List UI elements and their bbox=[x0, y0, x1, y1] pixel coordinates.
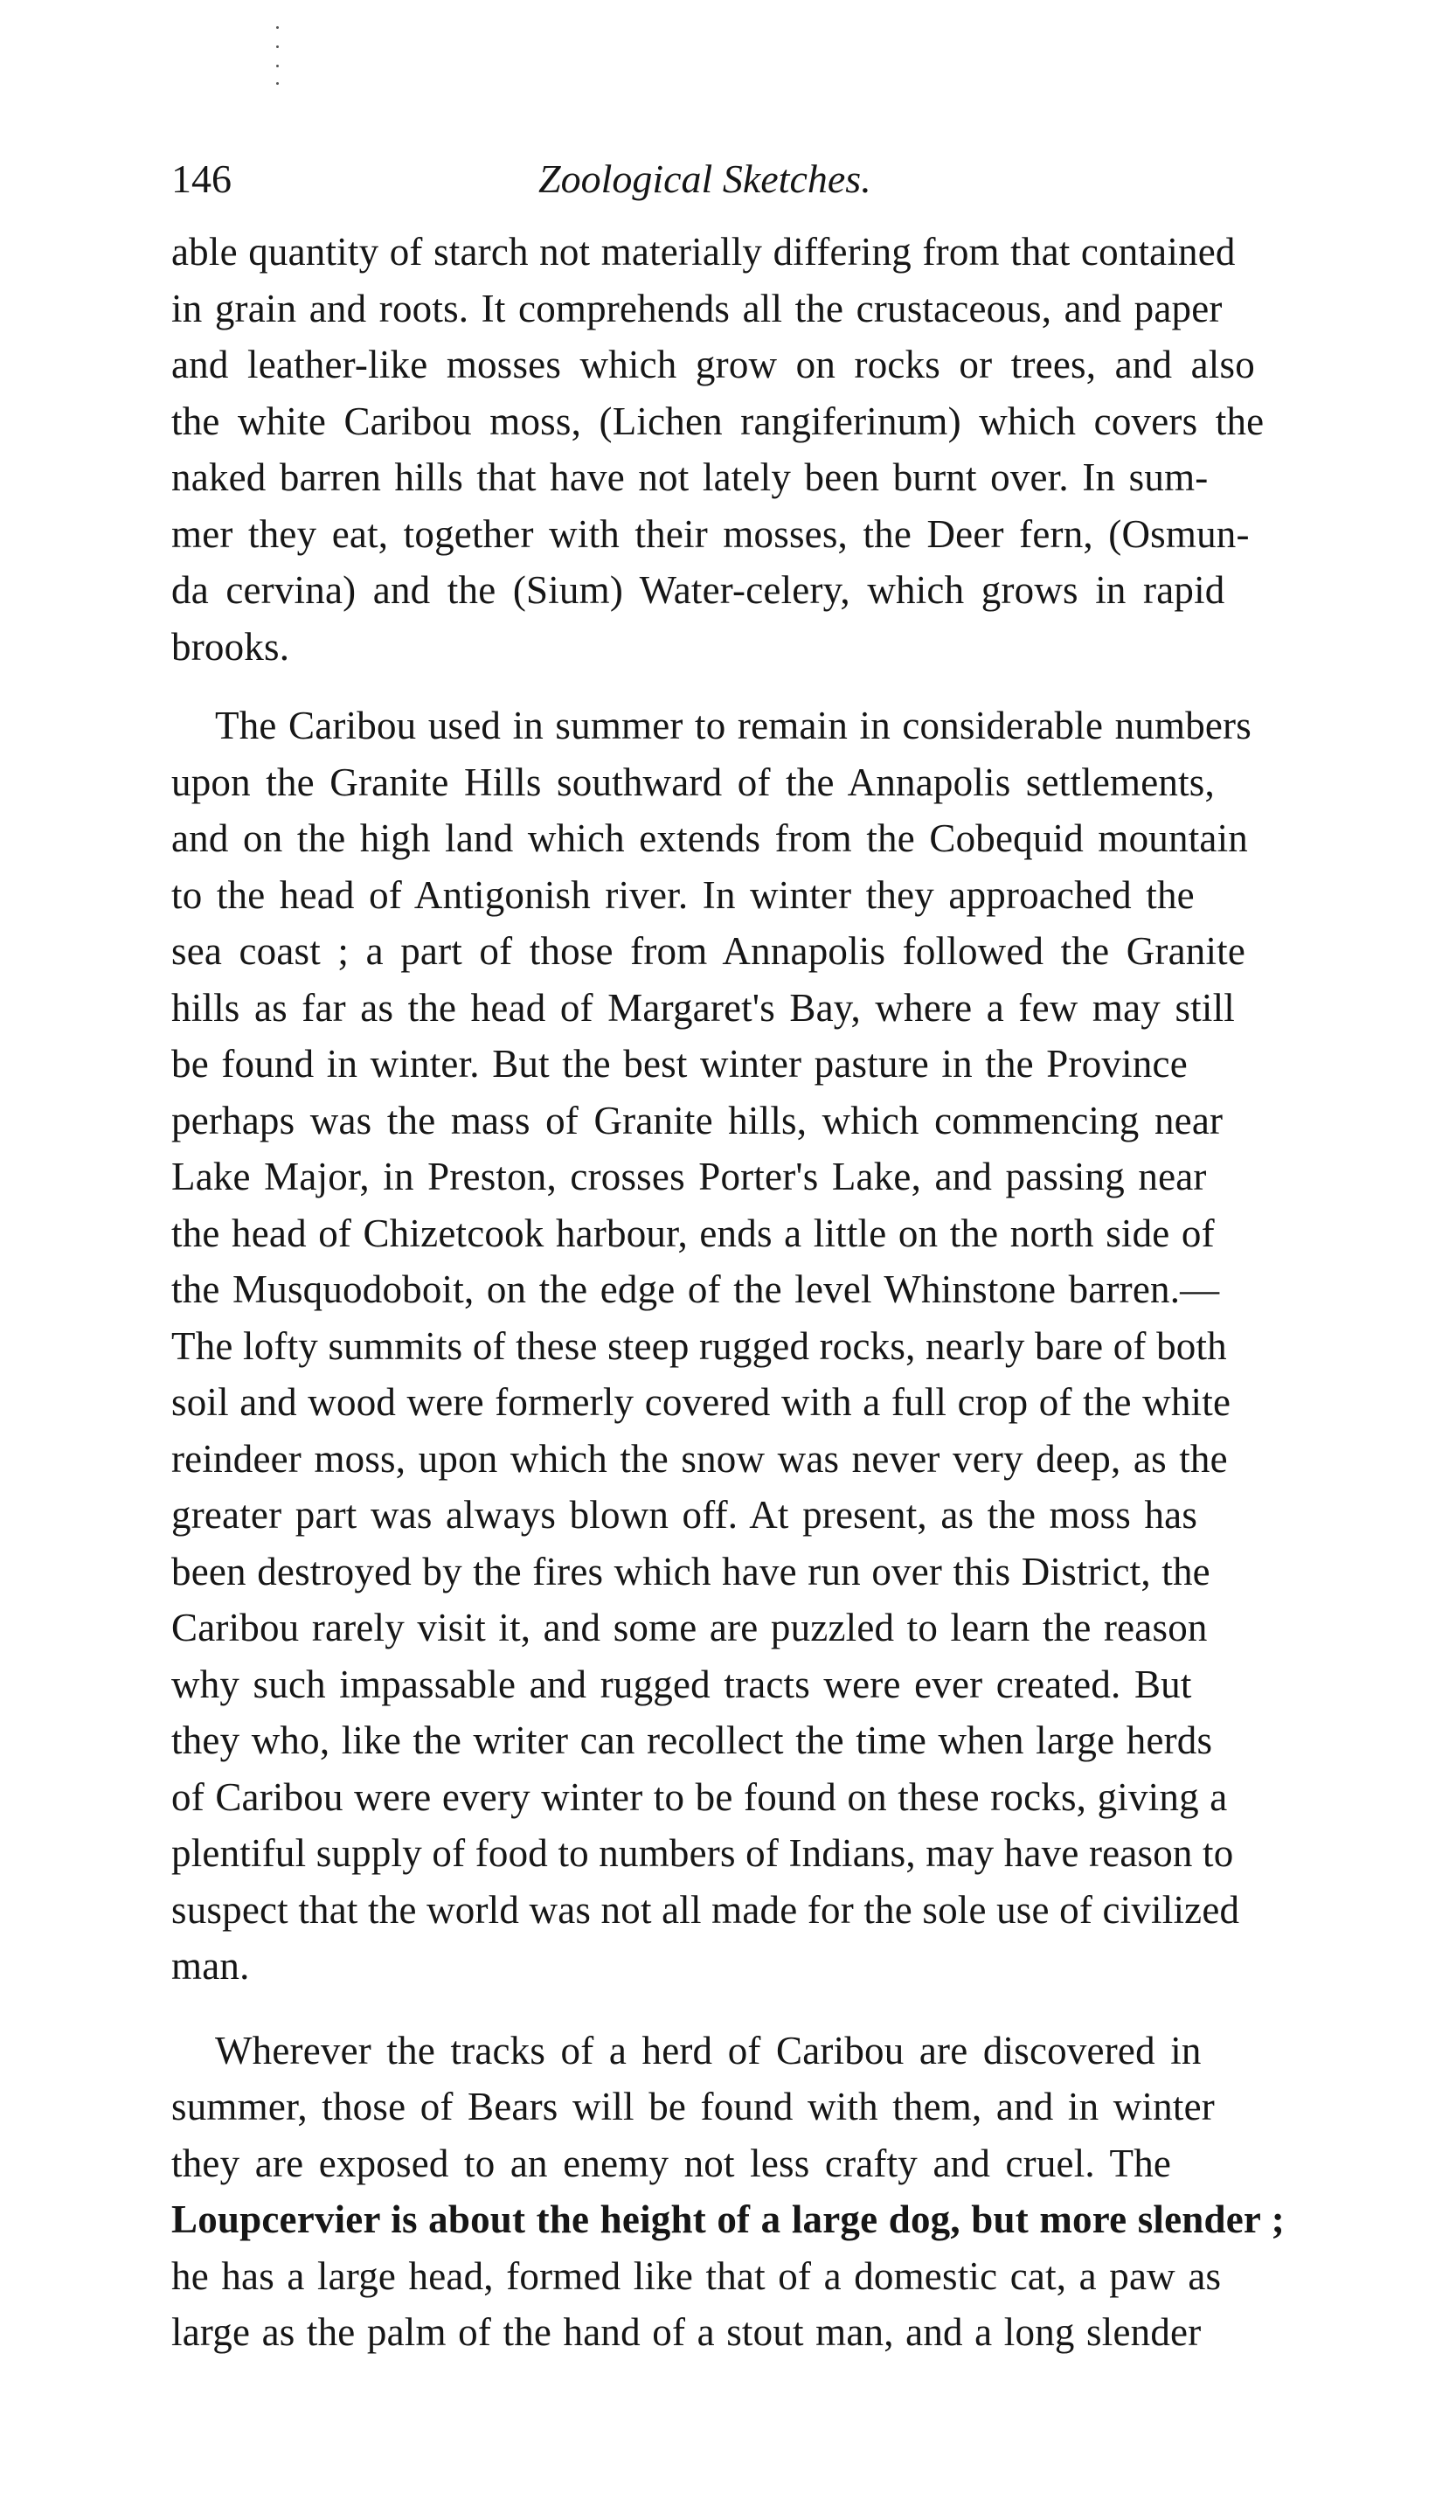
text-line: of Caribou were every winter to be found on these rocks, giving a bbox=[171, 1774, 1228, 1819]
text-line: da cervina) and the (Sium) Water-celery, which grows in rapid bbox=[171, 568, 1225, 612]
text-line: to the head of Antigonish river. In winter they approached the bbox=[171, 872, 1195, 917]
text-line: and on the high land which extends from the Cobequid mountain bbox=[171, 816, 1248, 860]
paragraph-3 bbox=[171, 2023, 1395, 2361]
text-line: Loupcervier is about the height of a large dog, but more slender ; bbox=[171, 2197, 1285, 2241]
text-line: greater part was always blown off. At present, as the moss has bbox=[171, 1493, 1198, 1537]
text-line: Wherever the tracks of a herd of Caribou are discovered in bbox=[215, 2028, 1202, 2072]
text-line: perhaps was the mass of Granite hills, which commencing near bbox=[171, 1098, 1224, 1142]
text-line: naked barren hills that have not lately been burnt over. In sum- bbox=[171, 455, 1209, 499]
text-line: Caribou rarely visit it, and some are puzzled to learn the reason bbox=[171, 1606, 1208, 1649]
text-line: and leather-like mosses which grow on rocks or trees, and also bbox=[171, 343, 1255, 386]
text-line: Lake Major, in Preston, crosses Porter's Lake, and passing near bbox=[171, 1155, 1207, 1198]
text-line: in grain and roots. It comprehends all the crustaceous, and paper bbox=[171, 286, 1223, 330]
text-line: reindeer moss, upon which the snow was never very deep, as the bbox=[171, 1436, 1228, 1481]
text-line: why such impassable and rugged tracts were ever created. But bbox=[171, 1662, 1192, 1706]
text-line: the white Caribou moss, (Lichen rangiferinum) which covers the bbox=[171, 399, 1265, 443]
text-line: man. bbox=[171, 1944, 250, 1988]
text-line: they are exposed to an enemy not less crafty and cruel. The bbox=[171, 2141, 1172, 2185]
text-line: plentiful supply of food to numbers of Indians, may have reason to bbox=[171, 1831, 1234, 1875]
text-line: be found in winter. But the best winter pasture in the Province bbox=[171, 1042, 1188, 1086]
text-line: able quantity of starch not materially differing from that contained bbox=[171, 230, 1236, 274]
text-line: been destroyed by the fires which have run over this District, the bbox=[171, 1549, 1210, 1593]
text-line: upon the Granite Hills southward of the Annapolis settlements, bbox=[171, 760, 1215, 804]
text-line: the Musquodoboit, on the edge of the level Whinstone barren.— bbox=[171, 1267, 1220, 1311]
page-header bbox=[171, 149, 1203, 210]
text-line: sea coast ; a part of those from Annapolis followed the Granite bbox=[171, 929, 1246, 973]
text-line: The lofty summits of these steep rugged rocks, nearly bare of both bbox=[171, 1323, 1227, 1368]
text-line: he has a large head, formed like that of a domestic cat, a paw as bbox=[171, 2253, 1222, 2298]
text-line: soil and wood were formerly covered with a full crop of the white bbox=[171, 1380, 1231, 1424]
text-line: hills as far as the head of Margaret's Bay, where a few may still bbox=[171, 985, 1235, 1030]
text-line: summer, those of Bears will be found with them, and in winter bbox=[171, 2085, 1215, 2128]
page-number: 146 bbox=[171, 156, 232, 201]
running-title: Zoological Sketches. bbox=[538, 156, 871, 201]
text-line: the head of Chizetcook harbour, ends a little on the north side of bbox=[171, 1211, 1215, 1255]
text-line: brooks. bbox=[171, 624, 290, 669]
text-line: mer they eat, together with their mosses, the Deer fern, (Osmun- bbox=[171, 511, 1250, 556]
stray-ink-marks bbox=[274, 26, 281, 87]
text-line: suspect that the world was not all made for the sole use of civilized bbox=[171, 1887, 1240, 1932]
paragraph-1 bbox=[171, 224, 1395, 675]
text-line: large as the palm of the hand of a stout man, and a long slender bbox=[171, 2310, 1202, 2354]
text-line: they who, like the writer can recollect the time when large herds bbox=[171, 1718, 1213, 1762]
text-line: The Caribou used in summer to remain in considerable numbers bbox=[215, 704, 1251, 747]
paragraph-2 bbox=[171, 698, 1395, 1995]
page-body bbox=[171, 224, 1395, 2361]
